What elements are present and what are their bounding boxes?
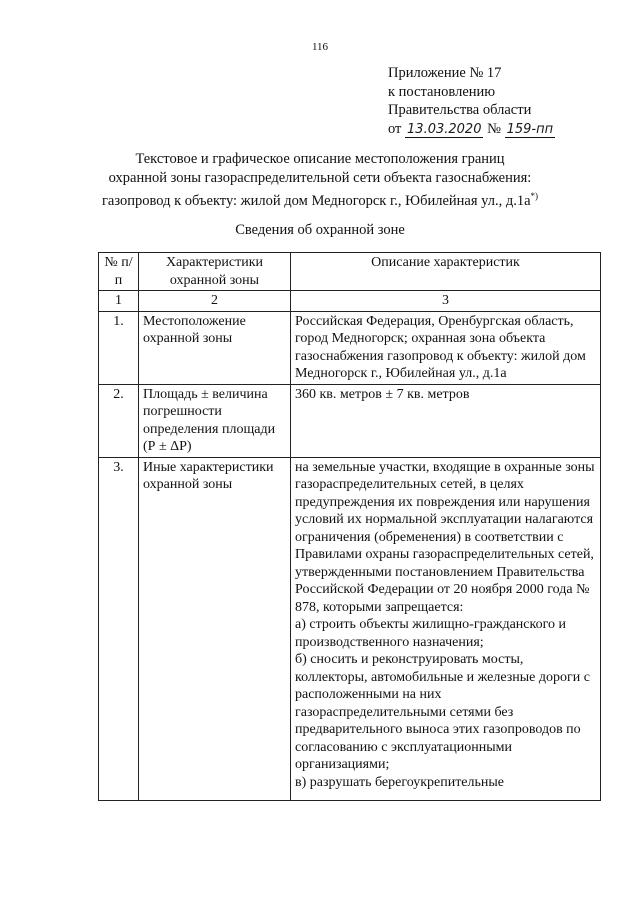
description-paragraph: б) сносить и реконструировать мосты, коллекторы, автомобильные и железные дороги с расположенными на них газораспределительными сетями без предварительного выноса этих газопроводов по согласованию с эксплуатационными организациями;	[295, 652, 590, 772]
row-num: 1.	[99, 311, 139, 384]
table-row	[99, 384, 601, 457]
table-row	[99, 311, 601, 384]
table-header-row	[99, 253, 601, 291]
handwritten-number: 159-пп	[506, 121, 554, 137]
table-row	[99, 457, 601, 800]
row-description	[291, 457, 601, 800]
column-number: 3	[291, 291, 601, 312]
title-line-3-text: газопровод к объекту: жилой дом Медногорск г., Юбилейная ул., д.1а	[101, 192, 531, 209]
appendix-block	[388, 64, 555, 138]
footnote-mark: *)	[530, 191, 539, 201]
header-characteristic: Характеристики охранной зоны	[139, 253, 291, 291]
description-paragraph: а) строить объекты жилищно-гражданского и производственного назначения;	[295, 617, 566, 650]
title-line-1: Текстовое и графическое описание местоположения границ	[135, 151, 505, 167]
row-num: 2.	[99, 384, 139, 457]
description-paragraph: на земельные участки, входящие в охранные зоны газораспределительных сетей, в целях предупреждения их повреждения или нарушения условий их нормальной эксплуатации налагаются ограничения (обременения) в соответствии с Правилами охраны газораспределительных сетей, утвержденными постановлением Правительства Российской Федерации от 20 ноября 2000 года № 878, которыми запрещается:	[295, 459, 595, 615]
row-characteristic: Местоположение охранной зоны	[139, 311, 291, 384]
from-label: от	[388, 120, 402, 137]
handwritten-date: 13.03.2020	[407, 121, 482, 137]
appendix-line-3: Правительства области	[388, 102, 532, 118]
description-paragraph: в) разрушать берегоукрепительные	[295, 774, 505, 790]
header-description: Описание характеристик	[291, 253, 601, 291]
title-line-2: охранной зоны газораспределительной сети объекта газоснабжения:	[108, 169, 532, 186]
column-number-row	[99, 291, 601, 312]
appendix-line-1: Приложение № 17	[388, 65, 502, 81]
page-number: 116	[311, 41, 329, 53]
column-number: 2	[139, 291, 291, 312]
row-description: 360 кв. метров ± 7 кв. метров	[291, 384, 601, 457]
header-num: № п/п	[99, 253, 139, 291]
row-characteristic: Площадь ± величина погрешности определения площади (Р ± ΔР)	[139, 384, 291, 457]
number-sign: №	[487, 120, 501, 137]
zone-info-table	[98, 252, 601, 801]
row-num: 3.	[99, 457, 139, 800]
document-title	[0, 150, 640, 210]
appendix-date-line	[388, 120, 555, 139]
appendix-line-2: к постановлению	[388, 83, 496, 100]
column-number: 1	[99, 291, 139, 312]
title-line-3	[0, 187, 640, 210]
row-characteristic: Иные характеристики охранной зоны	[139, 457, 291, 800]
section-title: Сведения об охранной зоне	[235, 222, 405, 238]
row-description: Российская Федерация, Оренбургская область, город Медногорск; охранная зона объекта газоснабжения газопровод к объекту: жилой дом Медногорск г., Юбилейная ул., д.1а	[291, 311, 601, 384]
